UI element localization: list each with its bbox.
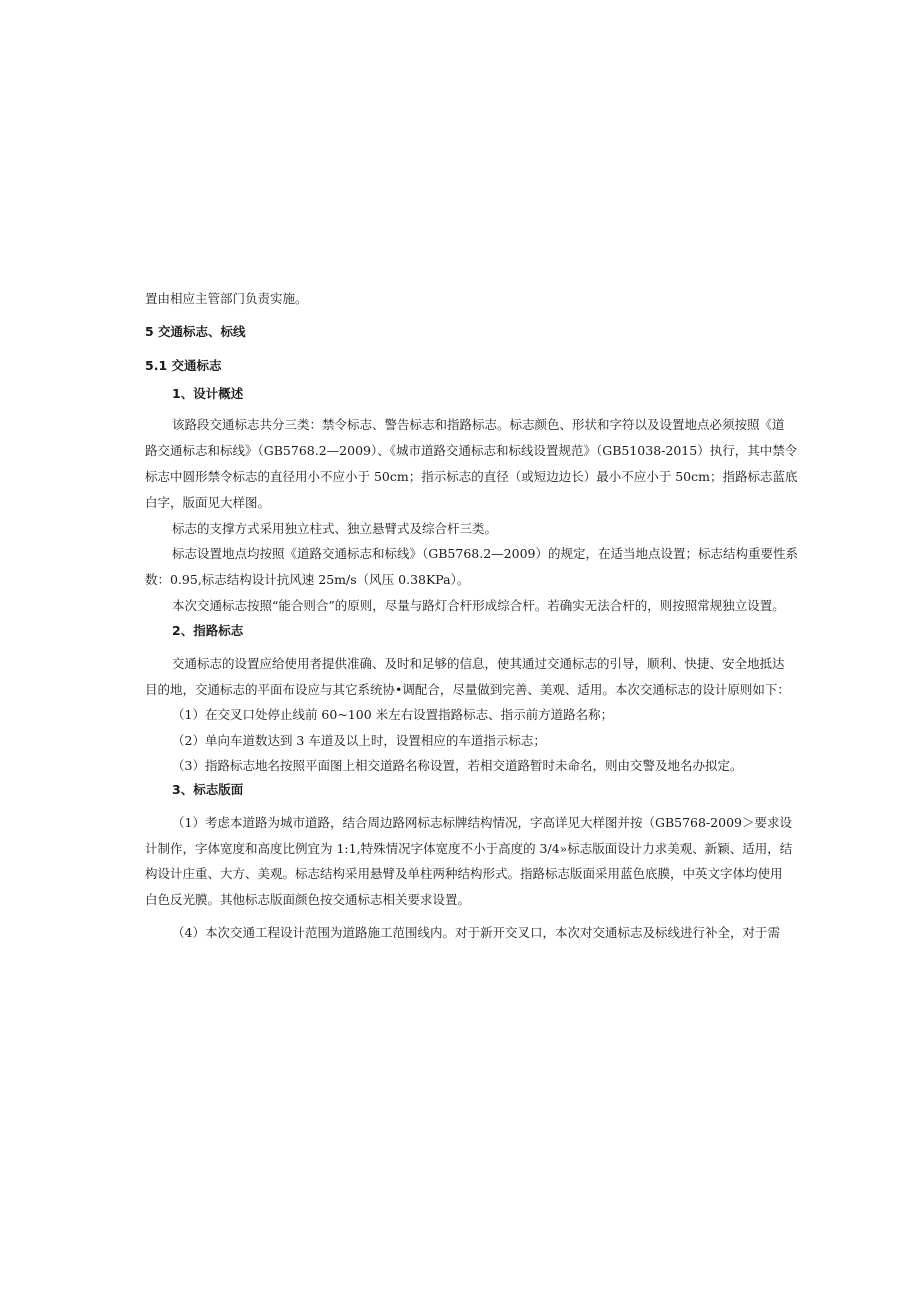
paragraph-line: （1）考虑本道路为城市道路，结合周边路网标志标牌结构情况，字高详见大样图并按（GB5768-2009＞要求设	[172, 815, 792, 830]
part-1-paragraph-2: 标志的支撑方式采用独立柱式、独立悬臂式及综合杆三类。	[172, 521, 498, 536]
part-2-heading: 2、指路标志	[172, 623, 244, 638]
section-5-heading: 5 交通标志、标线	[145, 324, 246, 339]
paragraph-line: 构设计庄重、大方、美观。标志结构采用悬臂及单柱两种结构形式。指路标志版面采用蓝色底膜，中英文字体均使用	[145, 866, 783, 881]
part-1-heading: 1、设计概述	[172, 386, 244, 401]
section-5-1-heading: 5.1 交通标志	[145, 358, 222, 373]
paragraph-line: 白字，版面见大样图。	[145, 495, 271, 510]
paragraph-line: 交通标志的设置应给使用者提供准确、及时和足够的信息，使其通过交通标志的引导，顺利、快捷、安全地抵达	[172, 656, 785, 671]
part-3-heading: 3、标志版面	[172, 782, 244, 797]
paragraph-line: 标志中圆形禁令标志的直径用小不应小于 50cm；指示标志的直径（或短边边长）最小不应小于 50cm；指路标志蓝底	[145, 469, 798, 484]
paragraph-line: 目的地，交通标志的平面布设应与其它系统协•调配合，尽量做到完善、美观、适用。本次交通标志的设计原则如下：	[145, 682, 790, 697]
list-item: （3）指路标志地名按照平面图上相交道路名称设置，若相交道路暂时未命名，则由交警及地名办拟定。	[172, 758, 743, 773]
paragraph-line: 计制作，字体宽度和高度比例宜为 1:1,特殊情况字体宽度不小于高度的 3/4»标志版面设计力求美观、新颖、适用，结	[145, 841, 793, 856]
paragraph-line: 标志设置地点均按照《道路交通标志和标线》（GB5768.2—2009）的规定，在适当地点设置；标志结构重要性系	[172, 546, 798, 561]
continuation-text: 置由相应主管部门负责实施。	[145, 291, 308, 306]
part-1-paragraph-4: 本次交通标志按照“能合则合”的原则，尽量与路灯合杆形成综合杆。若确实无法合杆的，则按照常规独立设置。	[172, 598, 785, 613]
paragraph-line: 白色反光膜。其他标志版面颜色按交通标志相关要求设置。	[145, 892, 471, 907]
list-item: （1）在交叉口处停止线前 60~100 米左右设置指路标志、指示前方道路名称；	[172, 707, 614, 722]
paragraph-line: 路交通标志和标线》（GB5768.2—2009）、《城市道路交通标志和标线设置规范》（GB51038-2015）执行，其中禁令	[145, 443, 798, 458]
paragraph-line: 该路段交通标志共分三类：禁令标志、警告标志和指路标志。标志颜色、形状和字符以及设置地点必须按照《道	[172, 417, 785, 432]
list-item: （2）单向车道数达到 3 车道及以上时，设置相应的车道指示标志；	[172, 733, 546, 748]
paragraph-line: 数：0.95,标志结构设计抗风速 25m/s（风压 0.38KPa）。	[145, 572, 470, 587]
part-3-paragraph-2: （4）本次交通工程设计范围为道路施工范围线内。对于新开交叉口，本次对交通标志及标线进行补全，对于需	[172, 925, 780, 940]
